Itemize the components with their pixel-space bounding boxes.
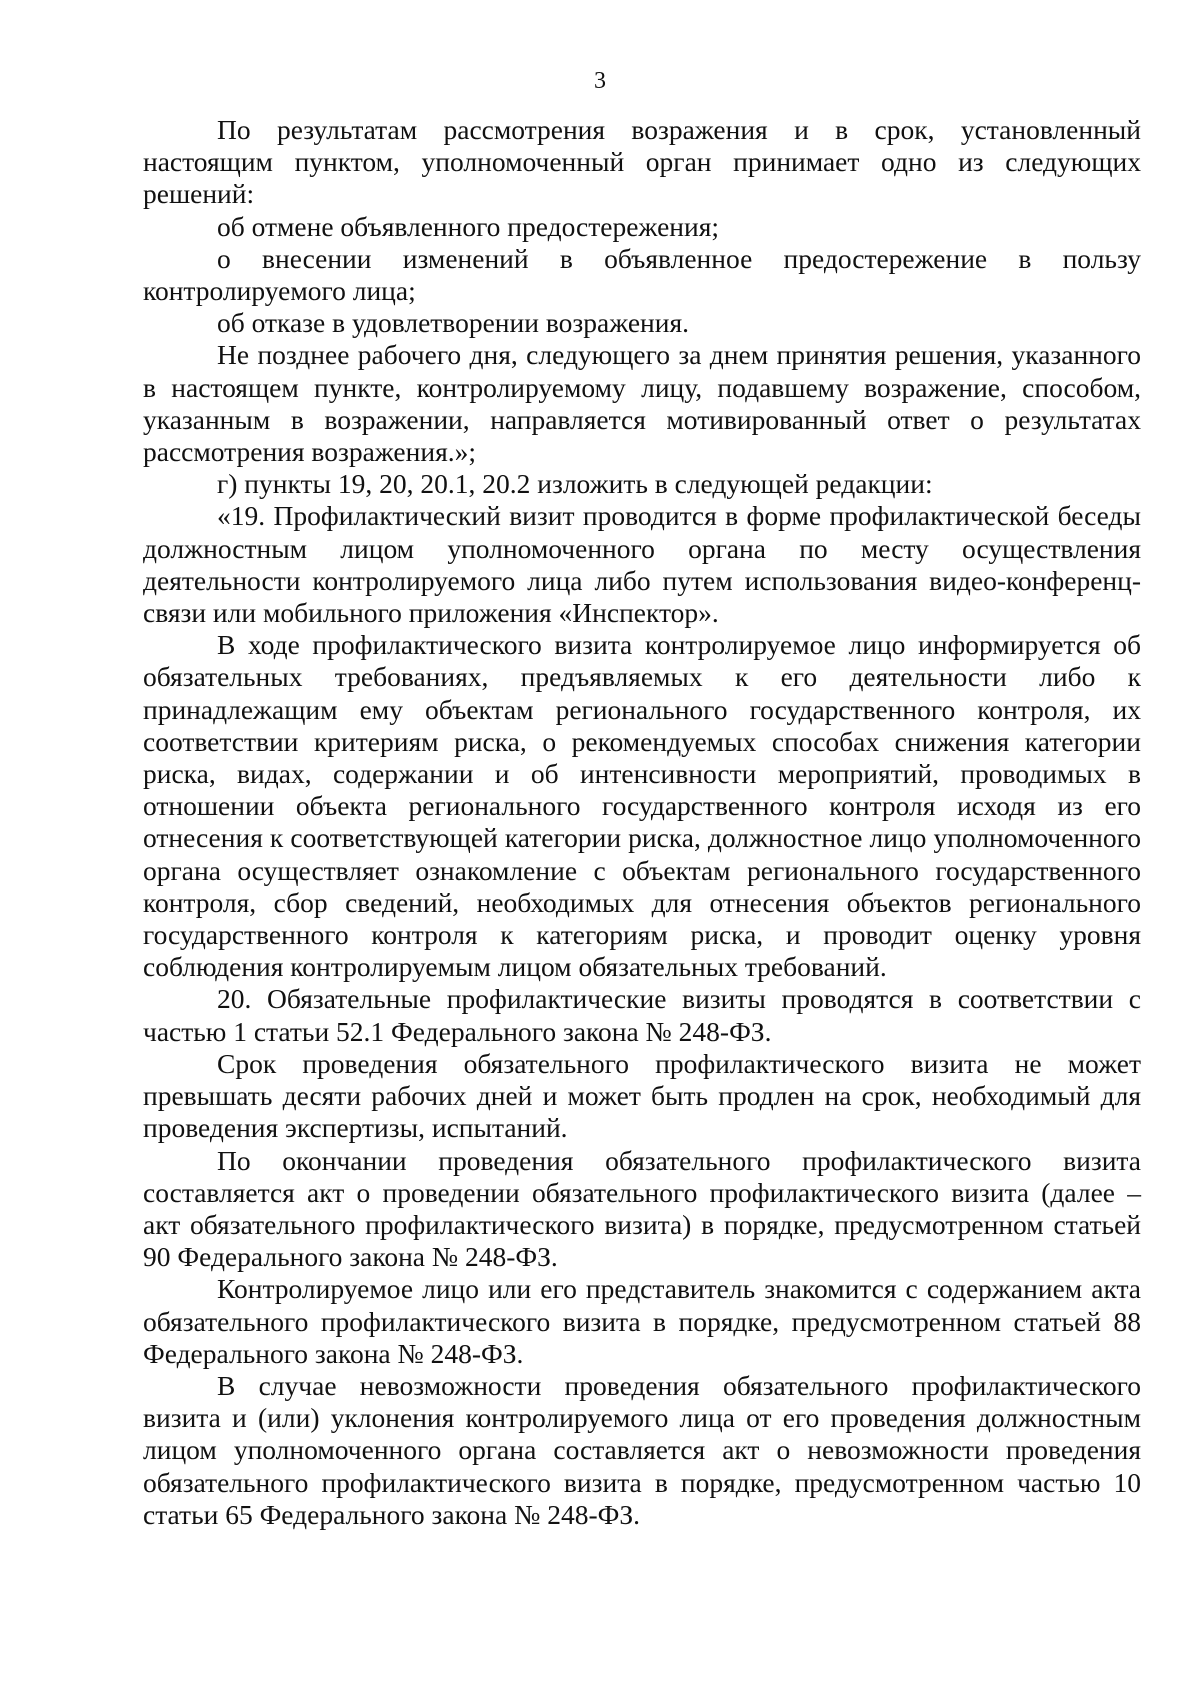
paragraph: В ходе профилактического визита контролируемое лицо информируется об обязательных требованиях, предъявляемых к его деятельности либо к принадлежащим ему объектам регионального государственного контроля, их соответствии критериям риска, о рекомендуемых способах снижения категории риска, видах, содержании и об интенсивности мероприятий, проводимых в отношении объекта регионального государственного контроля исходя из его отнесения к соответствующей категории риска, должностное лицо уполномоченного органа осуществляет ознакомление с объектам регионального государственного контроля, сбор сведений, необходимых для отнесения объектов регионального государственного контроля к категориям риска, и проводит оценку уровня соблюдения контролируемым лицом обязательных требований. bbox=[143, 629, 1141, 983]
document-body bbox=[143, 114, 1141, 1531]
paragraph: По окончании проведения обязательного профилактического визита составляется акт о проведении обязательного профилактического визита (далее – акт обязательного профилактического визита) в порядке, предусмотренном статьей 90 Федерального закона № 248-ФЗ. bbox=[143, 1144, 1141, 1273]
paragraph: о внесении изменений в объявленное предостережение в пользу контролируемого лица; bbox=[143, 242, 1141, 307]
paragraph: «19. Профилактический визит проводится в форме профилактической беседы должностным лицом уполномоченного органа по месту осуществления деятельности контролируемого лица либо путем использования видео-конференц-связи или мобильного приложения «Инспектор». bbox=[143, 500, 1141, 629]
paragraph: Контролируемое лицо или его представитель знакомится с содержанием акта обязательного профилактического визита в порядке, предусмотренном статьей 88 Федерального закона № 248-ФЗ. bbox=[143, 1273, 1141, 1369]
paragraph: об отказе в удовлетворении возражения. bbox=[217, 307, 689, 339]
paragraph: В случае невозможности проведения обязательного профилактического визита и (или) уклонения контролируемого лица от его проведения должностным лицом уполномоченного органа составляется акт о невозможности проведения обязательного профилактического визита в порядке, предусмотренном частью 10 статьи 65 Федерального закона № 248-ФЗ. bbox=[143, 1369, 1141, 1530]
paragraph: Срок проведения обязательного профилактического визита не может превышать десяти рабочих дней и может быть продлен на срок, необходимый для проведения экспертизы, испытаний. bbox=[143, 1047, 1141, 1144]
paragraph: По результатам рассмотрения возражения и в срок, установленный настоящим пунктом, уполномоченный орган принимает одно из следующих решений: bbox=[143, 114, 1141, 210]
paragraph: Не позднее рабочего дня, следующего за днем принятия решения, указанного в настоящем пункте, контролируемому лицу, подавшему возражение, способом, указанным в возражении, направляется мотивированный ответ о результатах рассмотрения возражения.»; bbox=[143, 339, 1141, 468]
paragraph: об отмене объявленного предостережения; bbox=[217, 210, 719, 242]
paragraph: г) пункты 19, 20, 20.1, 20.2 изложить в следующей редакции: bbox=[217, 468, 933, 500]
paragraph: 20. Обязательные профилактические визиты проводятся в соответствии с частью 1 статьи 52.1 Федерального закона № 248-ФЗ. bbox=[143, 983, 1141, 1047]
page-number: 3 bbox=[594, 68, 606, 94]
